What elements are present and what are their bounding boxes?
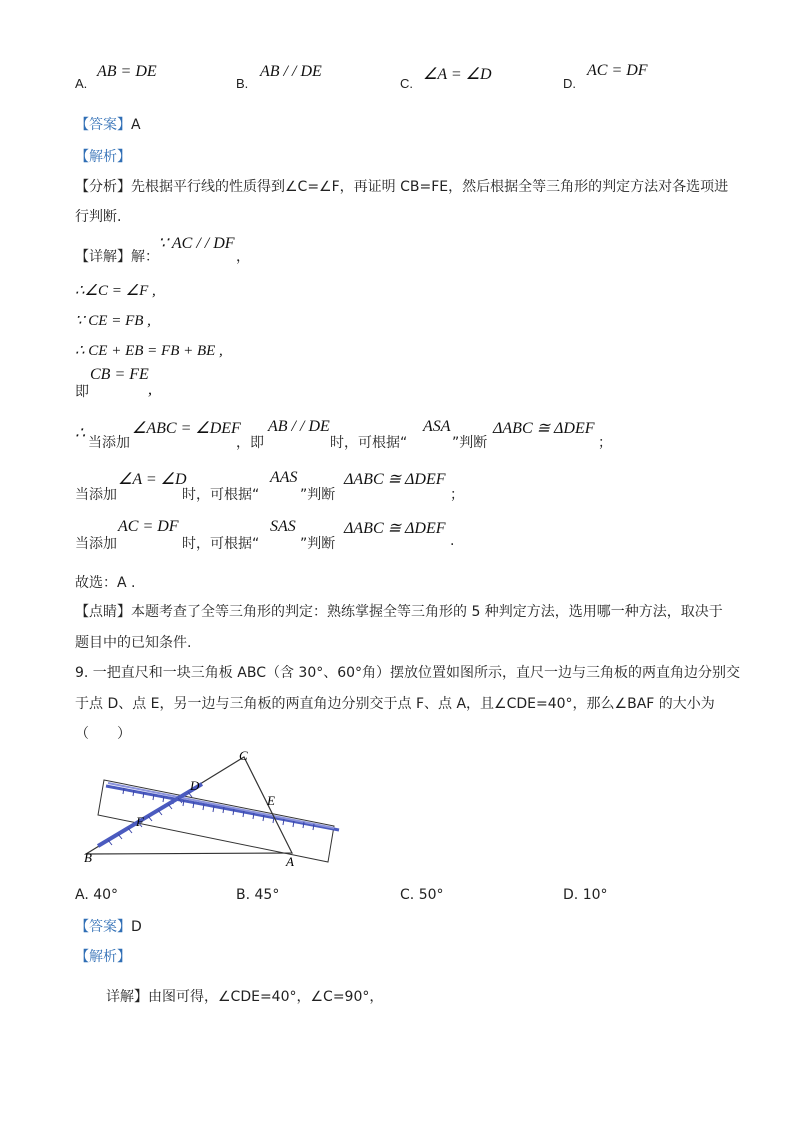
q8-option-d <box>563 76 576 92</box>
q8-case2-expr1: ∠A = ∠D <box>118 471 187 488</box>
q8-case2-pre: 当添加 <box>75 487 117 503</box>
q8-analysis-tag: 【解析】 <box>75 149 131 165</box>
q8-case2-rule: AAS <box>270 469 298 486</box>
q8-case3-pre: 当添加 <box>75 536 117 552</box>
q8-dianjing-line1 <box>75 601 723 621</box>
q9-figure <box>84 750 346 868</box>
q8-answer <box>75 114 141 134</box>
q9-option-c <box>400 887 444 903</box>
q8-detail-comma: ， <box>236 249 250 265</box>
q8-detail-given: ∵ AC / / DF <box>158 235 235 252</box>
q8-dianjing-tag: 【点睛】 <box>75 604 131 620</box>
q9-text-line1: 9. 一把直尺和一块三角板 ABC（含 30°、60°角）摆放位置如图所示，直尺一边与三角板的两直角边分别交 <box>75 665 741 681</box>
q8-fenxi-line2: 行判断. <box>75 209 122 225</box>
q8-option-c-letter: C. <box>400 76 413 91</box>
q8-option-b <box>236 76 248 92</box>
q8-option-c <box>400 76 413 92</box>
q8-case2-end: ； <box>450 487 464 503</box>
q8-option-d-letter: D. <box>563 76 576 91</box>
q9-option-b-value: 45° <box>254 887 280 903</box>
q8-option-a <box>75 76 87 92</box>
q9-option-b <box>236 887 279 903</box>
q8-step1: ∴∠C = ∠F , <box>75 283 156 299</box>
q9-text-line2: 于点 D、点 E，另一边与三角板的两直角边分别交于点 F、点 A，且∠CDE=40°，那么∠BAF 的大小为 <box>75 696 715 712</box>
q8-option-a-expr: AB = DE <box>97 63 157 80</box>
q8-detail-intro <box>75 246 159 266</box>
q8-case1-expr2: AB / / DE <box>268 418 330 435</box>
q9-option-b-letter: B. <box>236 887 251 903</box>
q8-answer-value: A <box>131 117 141 133</box>
q9-option-d-letter: D. <box>563 887 579 903</box>
q8-case1-mid2: 时，可根据“ <box>330 435 408 451</box>
label-c: C <box>239 750 248 763</box>
label-f: F <box>136 814 144 829</box>
q8-detail-tag: 【详解】 <box>75 249 131 265</box>
q9-option-a <box>75 887 118 903</box>
q8-detail-prefix: 解： <box>131 249 159 265</box>
q8-dianjing-line2: 题目中的已知条件. <box>75 635 192 651</box>
q8-option-c-expr: ∠A = ∠D <box>423 66 492 83</box>
q8-case3-mid2: 时，可根据“ <box>182 536 260 552</box>
q9-answer <box>75 916 142 936</box>
q8-case1-end: ； <box>598 435 612 451</box>
q9-detail: 详解】由图可得，∠CDE=40°，∠C=90°， <box>106 989 384 1005</box>
q8-case2-mid2: 时，可根据“ <box>182 487 260 503</box>
q8-case3-concl: ΔABC ≅ ΔDEF <box>344 520 446 537</box>
q9-analysis-tag: 【解析】 <box>75 949 131 965</box>
q8-option-a-letter: A. <box>75 76 88 91</box>
label-d: D <box>190 778 200 793</box>
q9-option-d-value: 10° <box>582 887 608 903</box>
q8-step4-prefix: 即 <box>75 384 89 400</box>
q8-fenxi-text1: 先根据平行线的性质得到∠C=∠F，再证明 CB=FE，然后根据全等三角形的判定方法对各选项进 <box>131 179 729 195</box>
q8-step4-suffix: , <box>148 381 152 398</box>
q8-dianjing-text1: 本题考查了全等三角形的判定：熟练掌握全等三角形的 5 种判定方法，选用哪一种方法，取决于 <box>131 604 723 620</box>
q9-option-a-value: 40° <box>93 887 119 903</box>
q8-step3: ∴ CE + EB = FB + BE , <box>75 343 223 359</box>
q8-fenxi-tag: 【分析】 <box>75 179 131 195</box>
q8-case1-mid1: ，即 <box>236 435 264 451</box>
q8-case2-concl: ΔABC ≅ ΔDEF <box>344 471 446 488</box>
q8-case1-rule: ASA <box>423 418 451 435</box>
q9-option-c-letter: C. <box>400 887 415 903</box>
q9-option-c-value: 50° <box>418 887 444 903</box>
q8-case1-expr1: ∠ABC = ∠DEF <box>132 420 241 437</box>
q8-case3-mid3: ”判断 <box>300 536 336 552</box>
q8-case1-therefore: ∴ <box>75 425 86 442</box>
q9-answer-value: D <box>131 919 142 935</box>
q8-choose: 故选：A . <box>75 575 136 591</box>
q8-step2: ∵ CE = FB , <box>75 313 151 329</box>
q8-case1-mid3: ”判断 <box>452 435 488 451</box>
q8-step4-expr: CB = FE <box>90 366 149 383</box>
label-e: E <box>267 793 275 808</box>
q8-case3-expr1: AC = DF <box>118 518 179 535</box>
q9-option-d <box>563 887 608 903</box>
q9-text-line3: （ ） <box>75 726 131 742</box>
q8-option-b-expr: AB / / DE <box>260 63 322 80</box>
q9-answer-tag: 【答案】 <box>75 919 131 935</box>
q8-option-d-expr: AC = DF <box>587 62 648 79</box>
q8-case3-end: . <box>450 533 455 549</box>
q8-option-b-letter: B. <box>236 76 249 91</box>
q8-case1-concl: ΔABC ≅ ΔDEF <box>493 420 595 437</box>
q8-case2-mid3: ”判断 <box>300 487 336 503</box>
q8-fenxi-line1 <box>75 176 728 196</box>
label-a: A <box>286 854 294 868</box>
q8-answer-tag: 【答案】 <box>75 117 131 133</box>
label-b: B <box>84 850 92 865</box>
q8-case1-pre: 当添加 <box>88 435 130 451</box>
q9-option-a-letter: A. <box>75 887 89 903</box>
q8-case3-rule: SAS <box>270 518 296 535</box>
